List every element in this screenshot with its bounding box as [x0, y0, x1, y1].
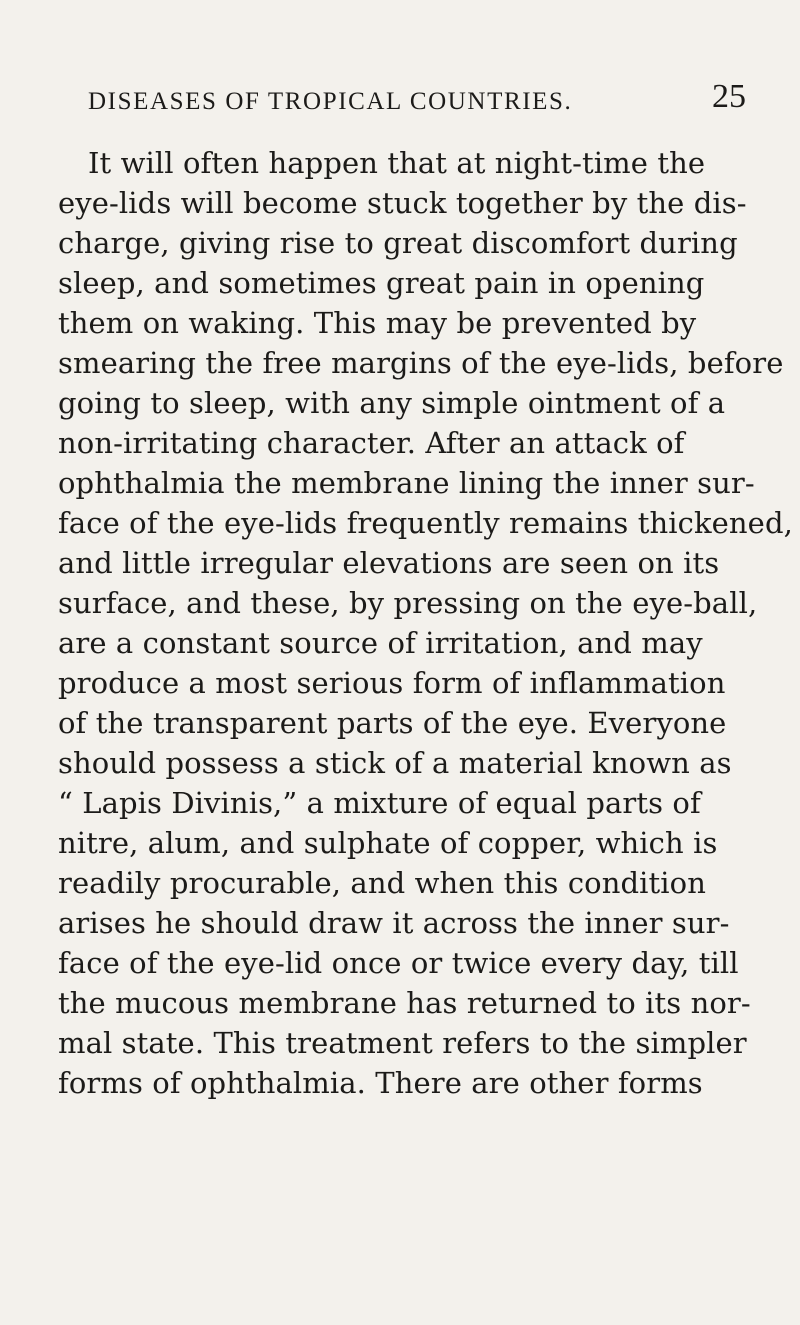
text-line: arises he should draw it across the inner sur- [58, 906, 730, 940]
chapter-running-title: DISEASES OF TROPICAL COUNTRIES. [88, 88, 573, 115]
text-line: It will often happen that at night-time the [88, 146, 706, 180]
text-line: face of the eye-lids frequently remains thickened, [58, 506, 793, 540]
text-line: nitre, alum, and sulphate of copper, which is [58, 826, 718, 860]
text-line: are a constant source of irritation, and may [58, 626, 703, 660]
page-number: 25 [712, 78, 746, 115]
text-line: of the transparent parts of the eye. Everyone [58, 706, 727, 740]
text-line: eye-lids will become stuck together by the dis- [58, 186, 747, 220]
text-line: and little irregular elevations are seen on its [58, 546, 720, 580]
text-line: going to sleep, with any simple ointment of a [58, 386, 726, 420]
text-line: “ Lapis Divinis,” a mixture of equal parts of [58, 786, 701, 820]
text-line: face of the eye-lid once or twice every day, till [58, 946, 739, 980]
text-line: forms of ophthalmia. There are other forms [58, 1066, 703, 1100]
text-line: charge, giving rise to great discomfort during [58, 226, 738, 260]
text-line: surface, and these, by pressing on the eye-ball, [58, 586, 758, 620]
text-line: them on waking. This may be prevented by [58, 306, 697, 340]
text-line: produce a most serious form of inflammation [58, 666, 726, 700]
text-line: the mucous membrane has returned to its nor- [58, 986, 751, 1020]
text-line: mal state. This treatment refers to the simpler [58, 1026, 747, 1060]
text-line: smearing the free margins of the eye-lids, before [58, 346, 784, 380]
text-line: readily procurable, and when this condition [58, 866, 707, 900]
running-head [0, 78, 800, 128]
text-line: non-irritating character. After an attack of [58, 426, 685, 460]
text-line: ophthalmia the membrane lining the inner sur- [58, 466, 755, 500]
text-line: sleep, and sometimes great pain in opening [58, 266, 705, 300]
text-line: should possess a stick of a material known as [58, 746, 732, 780]
